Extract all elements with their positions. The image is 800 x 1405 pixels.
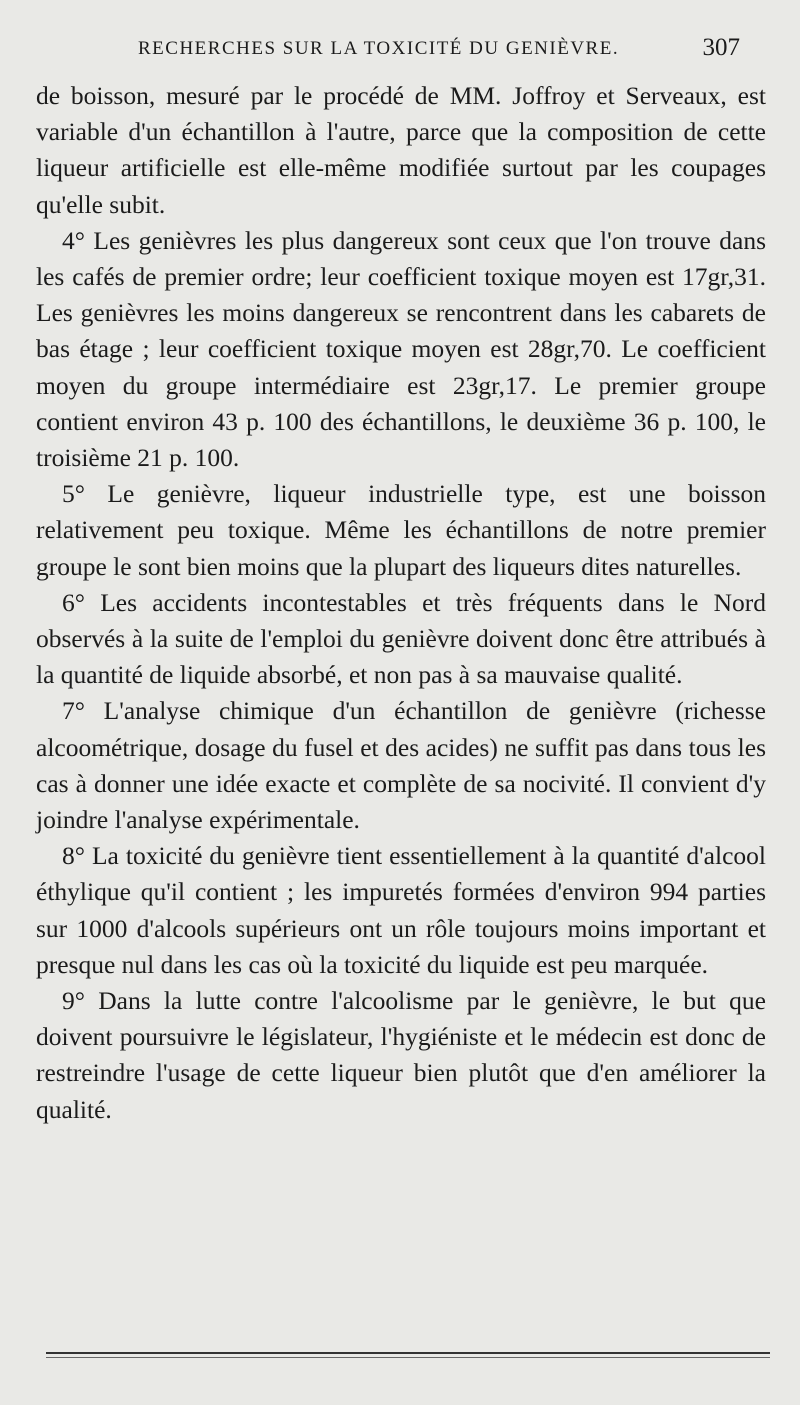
paragraph-6: 6° Les accidents incontestables et très fréquents dans le Nord observés à la suite de l'emploi du genièvre doivent donc être attribués à la quantité de liquide absorbé, et non pas à sa mauvaise qualité. — [36, 587, 766, 690]
paragraph-5: 5° Le genièvre, liqueur industrielle type, est une boisson relativement peu toxique. Même les échantillons de notre premier groupe le sont bien moins que la plupart des liqueurs dites naturelles. — [36, 479, 766, 581]
paragraph-9: 9° Dans la lutte contre l'alcoolisme par le genièvre, le but que doivent poursuivre le législateur, l'hygiéniste et le médecin est donc de restreindre l'usage de cette liqueur bien plutôt que d'en améliorer la qualité. — [36, 986, 766, 1124]
paragraph-7: 7° L'analyse chimique d'un échantillon de genièvre (richesse alcoométrique, dosage du fusel et des acides) ne suffit pas dans tous les cas à donner une idée exacte et complète de sa nocivité. Il convient d'y joindre l'analyse expérimentale. — [36, 696, 766, 835]
paragraph-8: 8° La toxicité du genièvre tient essentiellement à la quantité d'alcool éthylique qu'il contient ; les impuretés formées d'environ 994 parties sur 1000 d'alcools supérieurs ont un rôle toujours moins important et presque nul dans les cas où la toxicité du liquide est peu marquée. — [36, 841, 766, 979]
body-text — [36, 78, 766, 1128]
bottom-rule-thin — [46, 1357, 770, 1358]
running-title: RECHERCHES SUR LA TOXICITÉ DU GENIÈVRE. — [138, 38, 620, 59]
paragraph-continuation: de boisson, mesuré par le procédé de MM. Joffroy et Serveaux, est variable d'un échantillon à l'autre, parce que la composition de cette liqueur artificielle est elle-même modifiée surtout par les coupages qu'elle subit. — [36, 81, 766, 219]
page-header — [130, 34, 740, 74]
page-number: 307 — [702, 34, 740, 61]
paragraph-4: 4° Les genièvres les plus dangereux sont ceux que l'on trouve dans les cafés de premier ordre; leur coefficient toxique moyen est 17gr,31. Les genièvres les moins dangereux se rencontrent dans les cabarets de bas étage ; leur coefficient toxique moyen est 28gr,70. Le coefficient moyen du groupe intermédiaire est 23gr,17. Le premier groupe contient environ 43 p. 100 des échantillons, le deuxième 36 p. 100, le troisième 21 p. 100. — [36, 225, 766, 473]
bottom-rule — [46, 1352, 770, 1354]
